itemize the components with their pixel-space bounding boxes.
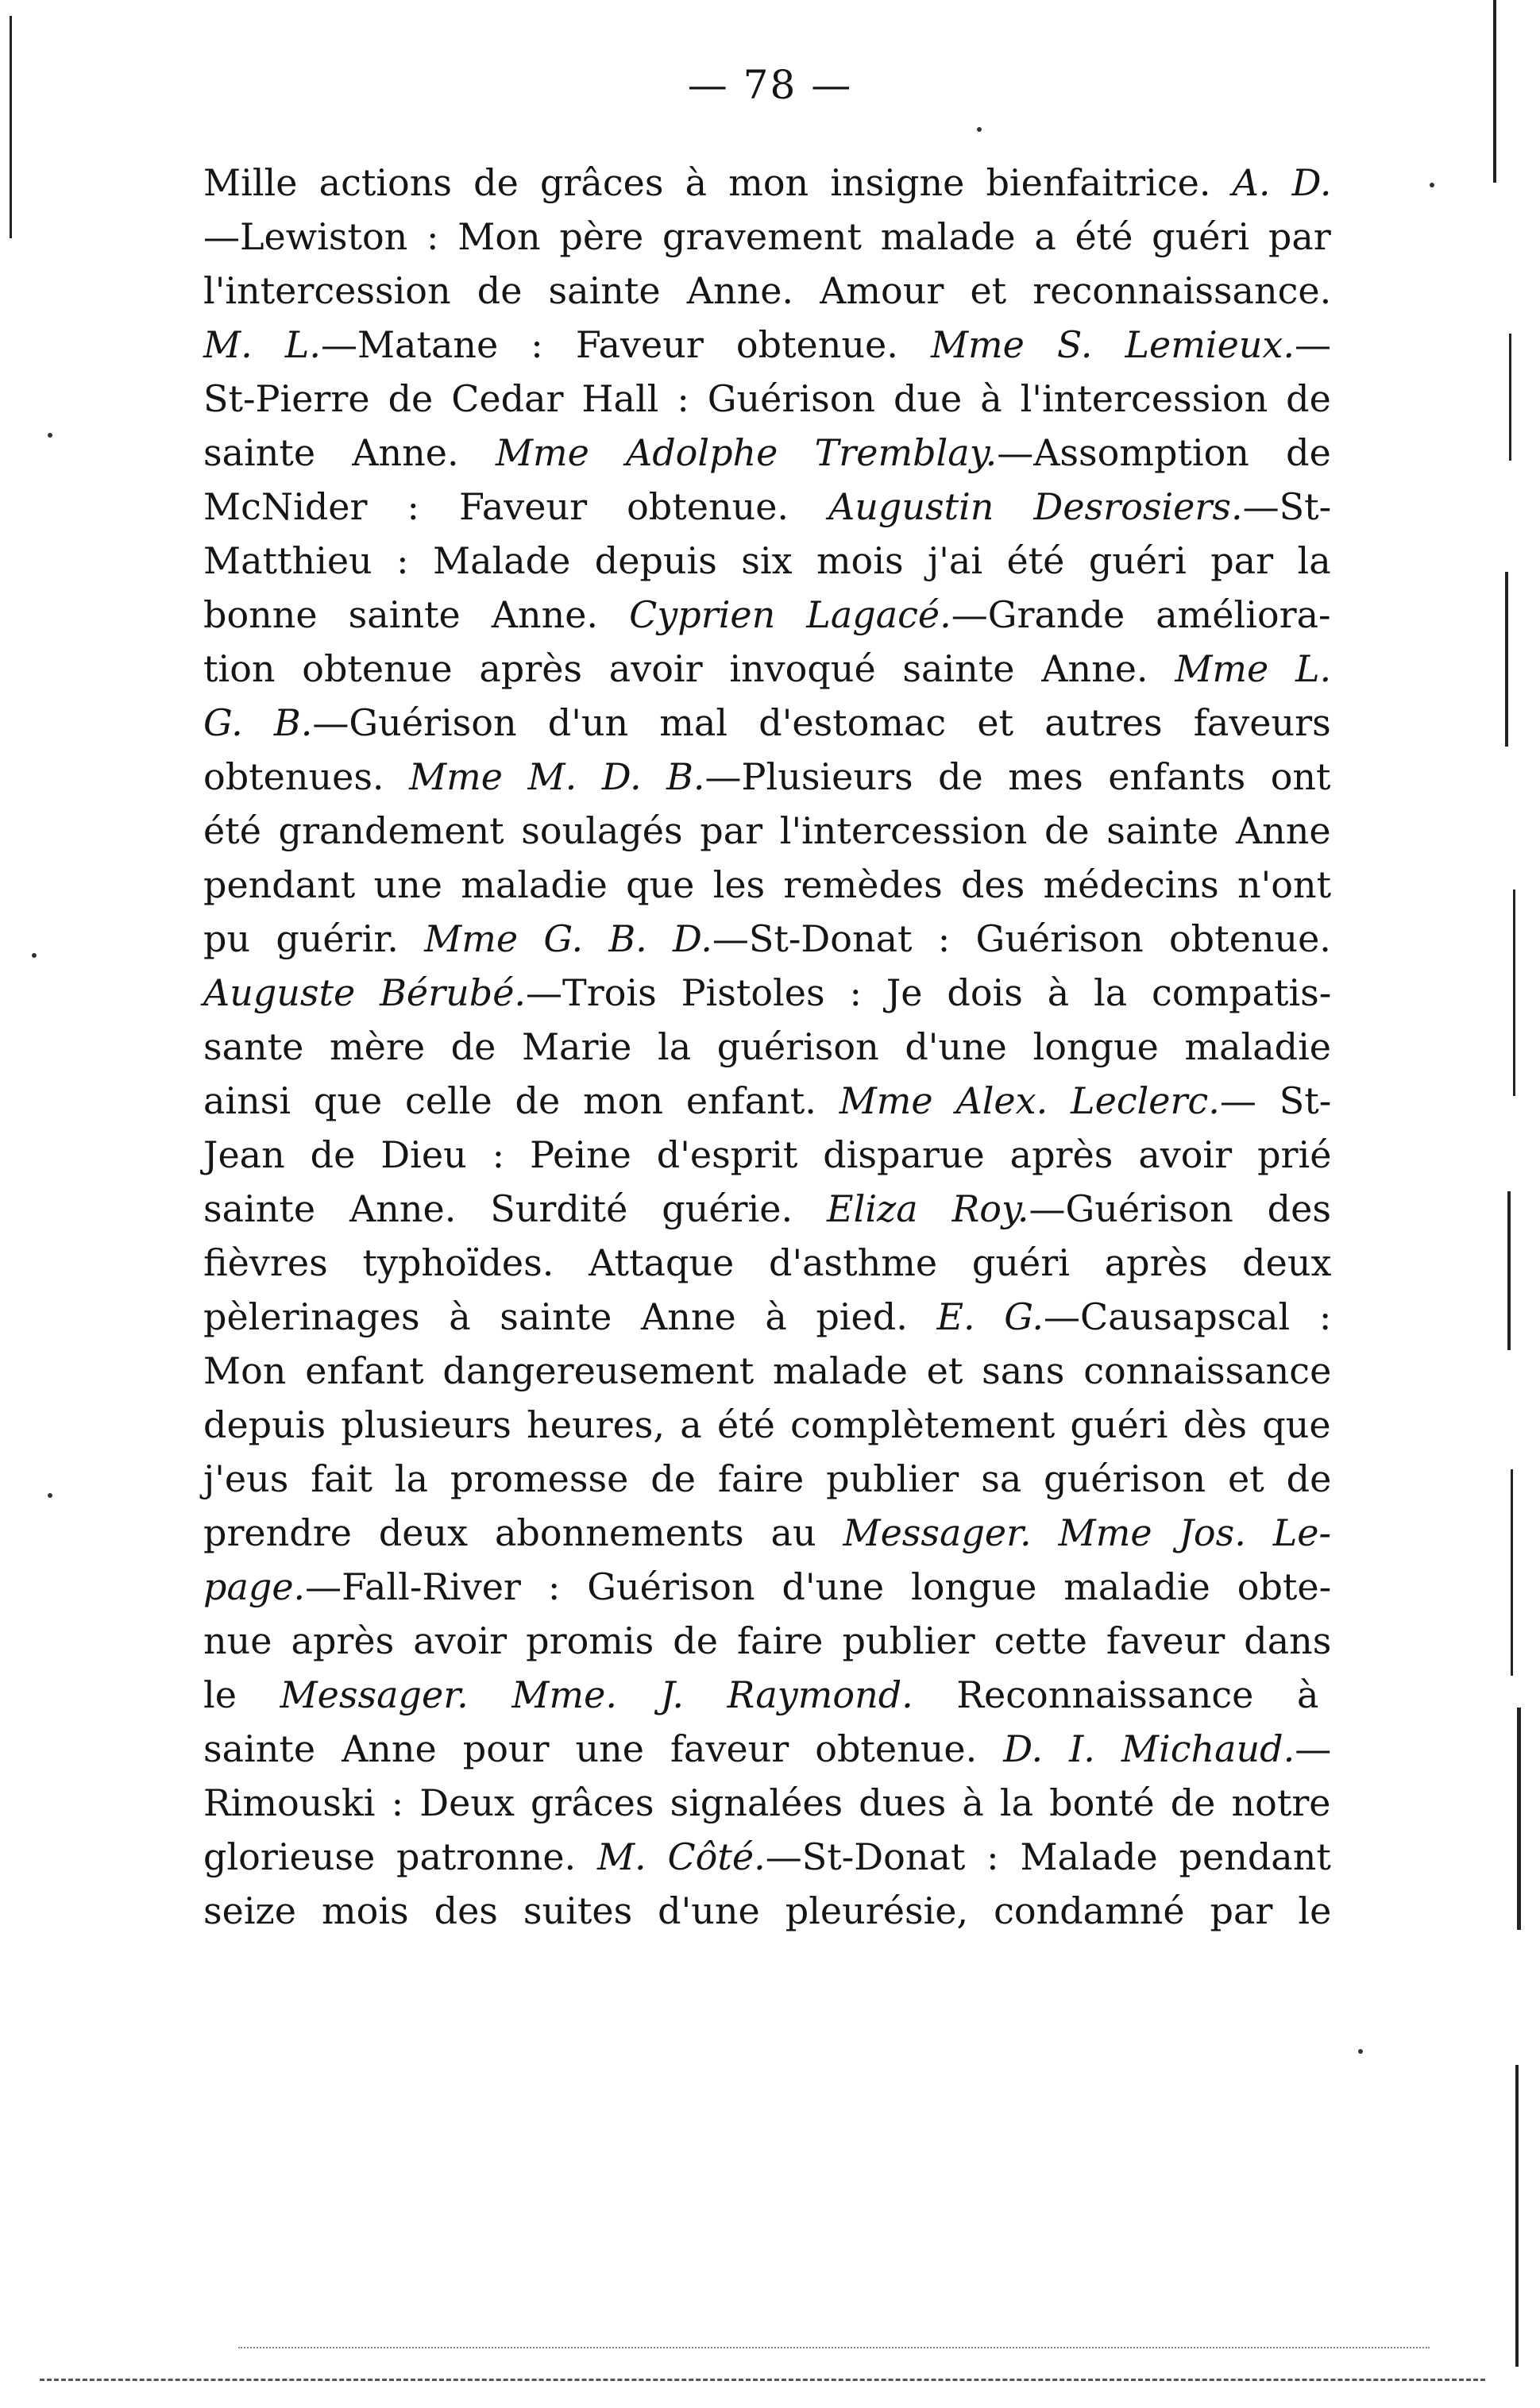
text-segment: le xyxy=(203,1673,280,1716)
text-segment: été grandement soulagés par l'intercession de sainte Anne xyxy=(203,809,1331,852)
italic-signature: Augustin Desrosiers. xyxy=(828,485,1243,528)
text-segment: Matthieu : Malade depuis six mois j'ai été guéri par la xyxy=(203,539,1331,582)
text-segment: —St- xyxy=(1242,485,1332,528)
italic-signature: Messager. xyxy=(843,1511,1032,1554)
page-number: — 78 — xyxy=(687,62,853,108)
text-segment: Rimouski : Deux grâces signalées dues à la bonté de notre xyxy=(203,1781,1331,1824)
text-segment: — xyxy=(1295,1727,1332,1770)
text-segment: —Plusieurs de mes enfants ont xyxy=(704,755,1331,798)
scan-edge-mark xyxy=(1517,1708,1521,1930)
text-line xyxy=(203,1614,1331,1668)
text-segment: obtenues. xyxy=(203,755,410,798)
italic-signature: Mme Jos. Le- xyxy=(1058,1511,1332,1554)
italic-signature: M. L. xyxy=(203,323,321,366)
text-line xyxy=(203,858,1331,912)
text-line xyxy=(203,1560,1331,1614)
text-segment xyxy=(469,1673,512,1716)
text-line xyxy=(203,804,1331,858)
scan-edge-mark xyxy=(1509,334,1511,461)
text-segment: —Lewiston : Mon père gravement malade a été guéri par xyxy=(203,215,1331,258)
italic-signature: Mme S. Lemieux. xyxy=(930,323,1295,366)
text-segment: nue après avoir promis de faire publier cette faveur dans xyxy=(203,1619,1332,1662)
scan-edge-mark xyxy=(1515,2065,1519,2367)
text-line xyxy=(203,156,1331,210)
italic-signature: A. D. xyxy=(1232,161,1332,204)
italic-signature: E. G. xyxy=(936,1295,1044,1338)
text-segment: Reconnaissance à xyxy=(913,1673,1319,1716)
text-segment: bonne sainte Anne. xyxy=(203,593,630,636)
text-line xyxy=(203,750,1331,804)
text-segment: —Guérison des xyxy=(1029,1187,1331,1230)
text-line xyxy=(203,1398,1331,1452)
italic-signature: Eliza Roy. xyxy=(827,1187,1029,1230)
text-segment: ainsi que celle de mon enfant. xyxy=(203,1079,839,1122)
text-segment: sante mère de Marie la guérison d'une longue maladie xyxy=(203,1025,1332,1068)
text-segment: —Assomption de xyxy=(997,431,1331,474)
text-line xyxy=(203,966,1331,1020)
text-line xyxy=(203,1020,1331,1074)
text-segment: —Causapscal : xyxy=(1044,1295,1332,1338)
scan-noise-line xyxy=(238,2347,1430,2348)
text-segment: Mon enfant dangereusement malade et sans connaissance xyxy=(203,1349,1332,1392)
text-segment: —Trois Pistoles : Je dois à la compatis- xyxy=(526,971,1332,1014)
scan-edge-mark xyxy=(1493,0,1496,183)
text-line xyxy=(203,1290,1331,1344)
text-segment: seize mois des suites d'une pleurésie, condamné par le xyxy=(203,1889,1332,1932)
text-segment: j'eus fait la promesse de faire publier sa guérison et de xyxy=(203,1457,1332,1500)
scan-speck xyxy=(1430,183,1434,187)
text-segment: — St- xyxy=(1219,1079,1332,1122)
text-segment: —Matane : Faveur obtenue. xyxy=(320,323,931,366)
text-line xyxy=(203,642,1331,696)
text-segment: Mille actions de grâces à mon insigne bienfaitrice. xyxy=(203,161,1233,204)
text-line xyxy=(203,534,1331,588)
text-segment: —St-Donat : Malade pendant xyxy=(765,1835,1331,1878)
text-segment: —St-Donat : Guérison obtenue. xyxy=(712,917,1331,960)
text-line xyxy=(203,426,1331,480)
italic-signature: D. I. Michaud. xyxy=(1003,1727,1295,1770)
scan-edge-mark xyxy=(1513,889,1515,1096)
scan-edge-mark xyxy=(1511,1469,1513,1676)
text-segment: sainte Anne pour une faveur obtenue. xyxy=(203,1727,1004,1770)
text-line xyxy=(203,1074,1331,1128)
italic-signature: Cyprien Lagacé. xyxy=(629,593,951,636)
text-line xyxy=(203,1668,1331,1722)
text-line xyxy=(203,1884,1331,1938)
italic-signature: Auguste Bérubé. xyxy=(203,971,527,1014)
italic-signature: Messager. xyxy=(280,1673,469,1716)
text-segment: pu guérir. xyxy=(203,917,425,960)
text-line xyxy=(203,1128,1331,1182)
text-line xyxy=(203,264,1331,318)
text-line xyxy=(203,1182,1331,1236)
text-line xyxy=(203,696,1331,750)
scan-bottom-line xyxy=(40,2379,1485,2381)
text-line xyxy=(203,1830,1331,1884)
text-line xyxy=(203,1506,1331,1560)
text-segment: tion obtenue après avoir invoqué sainte Anne. xyxy=(203,647,1175,690)
text-segment: pèlerinages à sainte Anne à pied. xyxy=(203,1295,937,1338)
text-segment: glorieuse patronne. xyxy=(203,1835,597,1878)
text-line xyxy=(203,372,1331,426)
body-text xyxy=(203,156,1331,1938)
text-segment: pendant une maladie que les remèdes des médecins n'ont xyxy=(203,863,1332,906)
scan-edge-mark xyxy=(1507,1191,1511,1350)
text-segment: l'intercession de sainte Anne. Amour et reconnaissance. xyxy=(203,269,1332,312)
italic-signature: M. Côté. xyxy=(596,1835,766,1878)
text-segment: fièvres typhoïdes. Attaque d'asthme guéri après deux xyxy=(203,1241,1332,1284)
text-segment: McNider : Faveur obtenue. xyxy=(203,485,829,528)
scan-speck xyxy=(1358,2049,1363,2054)
italic-signature: Mme G. B. D. xyxy=(424,917,712,960)
scan-speck xyxy=(48,433,52,438)
text-line xyxy=(203,1452,1331,1506)
text-segment: Jean de Dieu : Peine d'esprit disparue après avoir prié xyxy=(203,1133,1332,1176)
italic-signature: Mme Alex. Leclerc. xyxy=(839,1079,1220,1122)
scan-speck xyxy=(977,127,982,132)
text-line xyxy=(203,210,1331,264)
text-line xyxy=(203,1344,1331,1398)
italic-signature: Mme Adolphe Tremblay. xyxy=(495,431,998,474)
scan-speck xyxy=(32,953,37,958)
scan-edge-mark xyxy=(1505,572,1508,747)
scan-speck xyxy=(48,1493,52,1498)
italic-signature: Mme. J. Raymond. xyxy=(511,1673,913,1716)
text-line xyxy=(203,480,1331,534)
text-line xyxy=(203,1722,1331,1776)
text-segment: sainte Anne. xyxy=(203,431,496,474)
italic-signature: page. xyxy=(203,1565,306,1608)
italic-signature: G. B. xyxy=(203,701,313,744)
text-line xyxy=(203,1776,1331,1830)
italic-signature: Mme M. D. B. xyxy=(409,755,705,798)
text-line xyxy=(203,1236,1331,1290)
italic-signature: Mme L. xyxy=(1175,647,1332,690)
text-line xyxy=(203,588,1331,642)
text-segment: St-Pierre de Cedar Hall : Guérison due à l'intercession de xyxy=(203,377,1331,420)
text-segment: prendre deux abonnements au xyxy=(203,1511,843,1554)
text-line xyxy=(203,318,1331,372)
text-segment: —Fall-River : Guérison d'une longue maladie obte- xyxy=(305,1565,1332,1608)
text-segment: —Guérison d'un mal d'estomac et autres faveurs xyxy=(312,701,1331,744)
text-segment: —Grande améliora- xyxy=(951,593,1331,636)
text-segment: sainte Anne. Surdité guérie. xyxy=(203,1187,828,1230)
text-line xyxy=(203,912,1331,966)
scan-edge-mark xyxy=(10,16,12,238)
text-segment xyxy=(1032,1511,1059,1554)
text-segment: depuis plusieurs heures, a été complètement guéri dès que xyxy=(203,1403,1331,1446)
text-segment: — xyxy=(1295,323,1331,366)
